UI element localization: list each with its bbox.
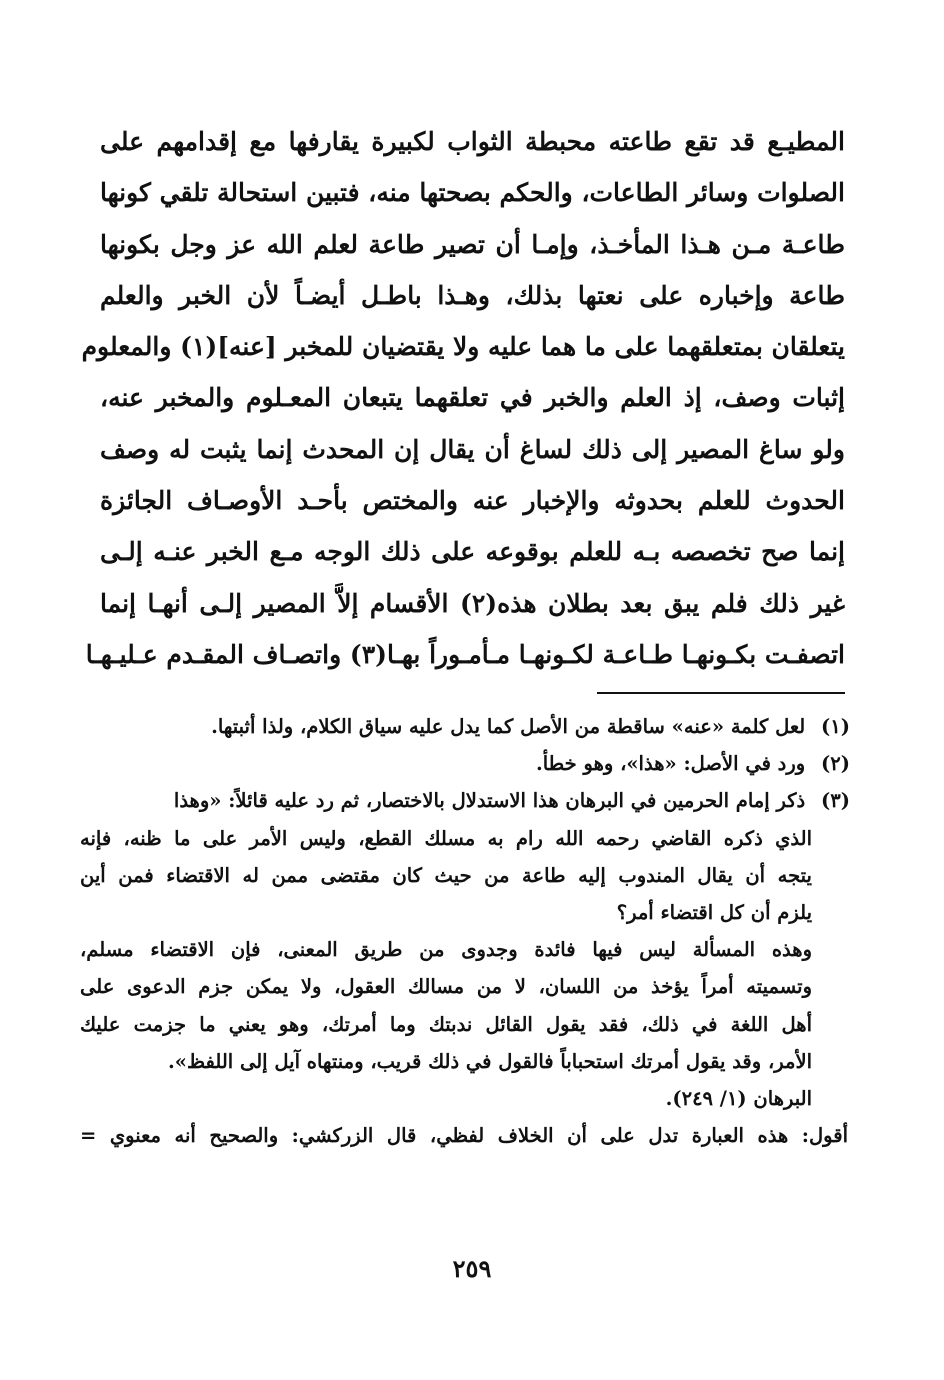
footnote-text: ذكر إمام الحرمين في البرهان هذا الاستدلال بالاختصار، ثم رد عليه قائلاً: «وهذا (173, 789, 806, 813)
footnote-3-line: وتسميته أمراً يؤخذ من اللسان، لا من مسالك العقول، ولا يمكن جزم الدعوى على (80, 975, 812, 999)
main-text-line: الصلوات وسائر الطاعات، والحكم بصحتها منه، فتبين استحالة تلقي كونها (99, 178, 845, 208)
footnote-text: لعل كلمة «عنه» ساقطة من الأصل كما يدل عليه سياق الكلام، ولذا أثبتها. (211, 715, 806, 738)
main-text-line: الحدوث للعلم بحدوثه والإخبار عنه والمختص بأحـد الأوصـاف الجائزة (100, 486, 845, 516)
footnote-3-line: يتجه أن يقال المندوب إليه طاعة من حيث كان مقتضى ممن له الاقتضاء فمن أين (80, 863, 812, 887)
footnote-number: (٢) (821, 752, 850, 776)
footnote-separator (597, 692, 845, 694)
footnote-3-line: وهذه المسألة ليس فيها فائدة وجدوى من طريق المعنى، فإن الاقتضاء مسلم، (80, 938, 812, 962)
footnote-3-closing: أقول: هذه العبارة تدل على أن الخلاف لفظي، قال الزركشي: والصحيح أنه معنوي = (80, 1124, 848, 1148)
main-text-block (81, 116, 845, 680)
main-text-line: ولو ساغ المصير إلى ذلك لساغ أن يقال إن المحدث إنما يثبت له وصف (100, 434, 845, 464)
footnote-3-line: الذي ذكره القاضي رحمه الله رام به مسلك القطع، وليس الأمر على ما ظنه، فإنه (80, 826, 812, 850)
main-text-line: إنما صح تخصصه بـه للعلم بوقوعه على ذلك الوجه مـع الخبر عنـه إلـى (100, 537, 845, 567)
main-text-line: طاعة وإخباره على نعتها بذلك، وهـذا باطـل أيضـاً لأن الخبر والعلم (100, 280, 845, 310)
main-text-line: إثبات وصف، إذ العلم والخبر في تعلقهما يتبعان المعـلوم والمخبر عنه، (100, 383, 845, 413)
main-text-line: المطيـع قد تقع طاعته محبطة الثواب لكبيرة يقارفها مع إقدامهم على (100, 127, 845, 156)
page-number: ٢٥٩ (452, 1254, 492, 1283)
footnotes-block (80, 708, 850, 1154)
main-text-line: طاعـة مـن هـذا المأخـذ، وإمـا أن تصير طاعة لعلم الله عز وجل بكونها (100, 229, 845, 259)
main-text-line: اتصفـت بكـونهـا طـاعـة لكـونهـا مـأمـوراً بهـا(٣) واتصـاف المقـدم عـليـهـا (85, 639, 845, 669)
footnote-3-line: أهل اللغة في ذلك، فقد يقول القائل ندبتك وما أمرتك، وهو يعني ما جزمت عليك (80, 1012, 812, 1036)
footnote-number: (١) (821, 715, 850, 738)
footnote-1 (80, 708, 850, 745)
main-text-line: غير ذلك فلم يبق بعد بطلان هذه(٢) الأقسام إلاَّ المصير إلـى أنهـا إنما (100, 588, 845, 618)
footnote-3-line: البرهان (١/ ٢٤٩). (665, 1086, 812, 1110)
footnote-3-line: الأمر، وقد يقول أمرتك استحباباً فالقول في ذلك قريب، ومنتهاه آيل إلى اللفظ». (168, 1049, 812, 1073)
main-text-line: يتعلقان بمتعلقهما على ما هما عليه ولا يقتضيان للمخبر [عنه](١) والمعلوم (81, 332, 845, 362)
footnote-3 (80, 782, 850, 819)
footnote-3-line: يلزم أن كل اقتضاء أمر؟ (616, 900, 812, 924)
footnote-number: (٣) (821, 789, 850, 813)
footnote-text: ورد في الأصل: «هذا»، وهو خطأ. (535, 752, 806, 776)
footnote-2 (80, 745, 850, 782)
